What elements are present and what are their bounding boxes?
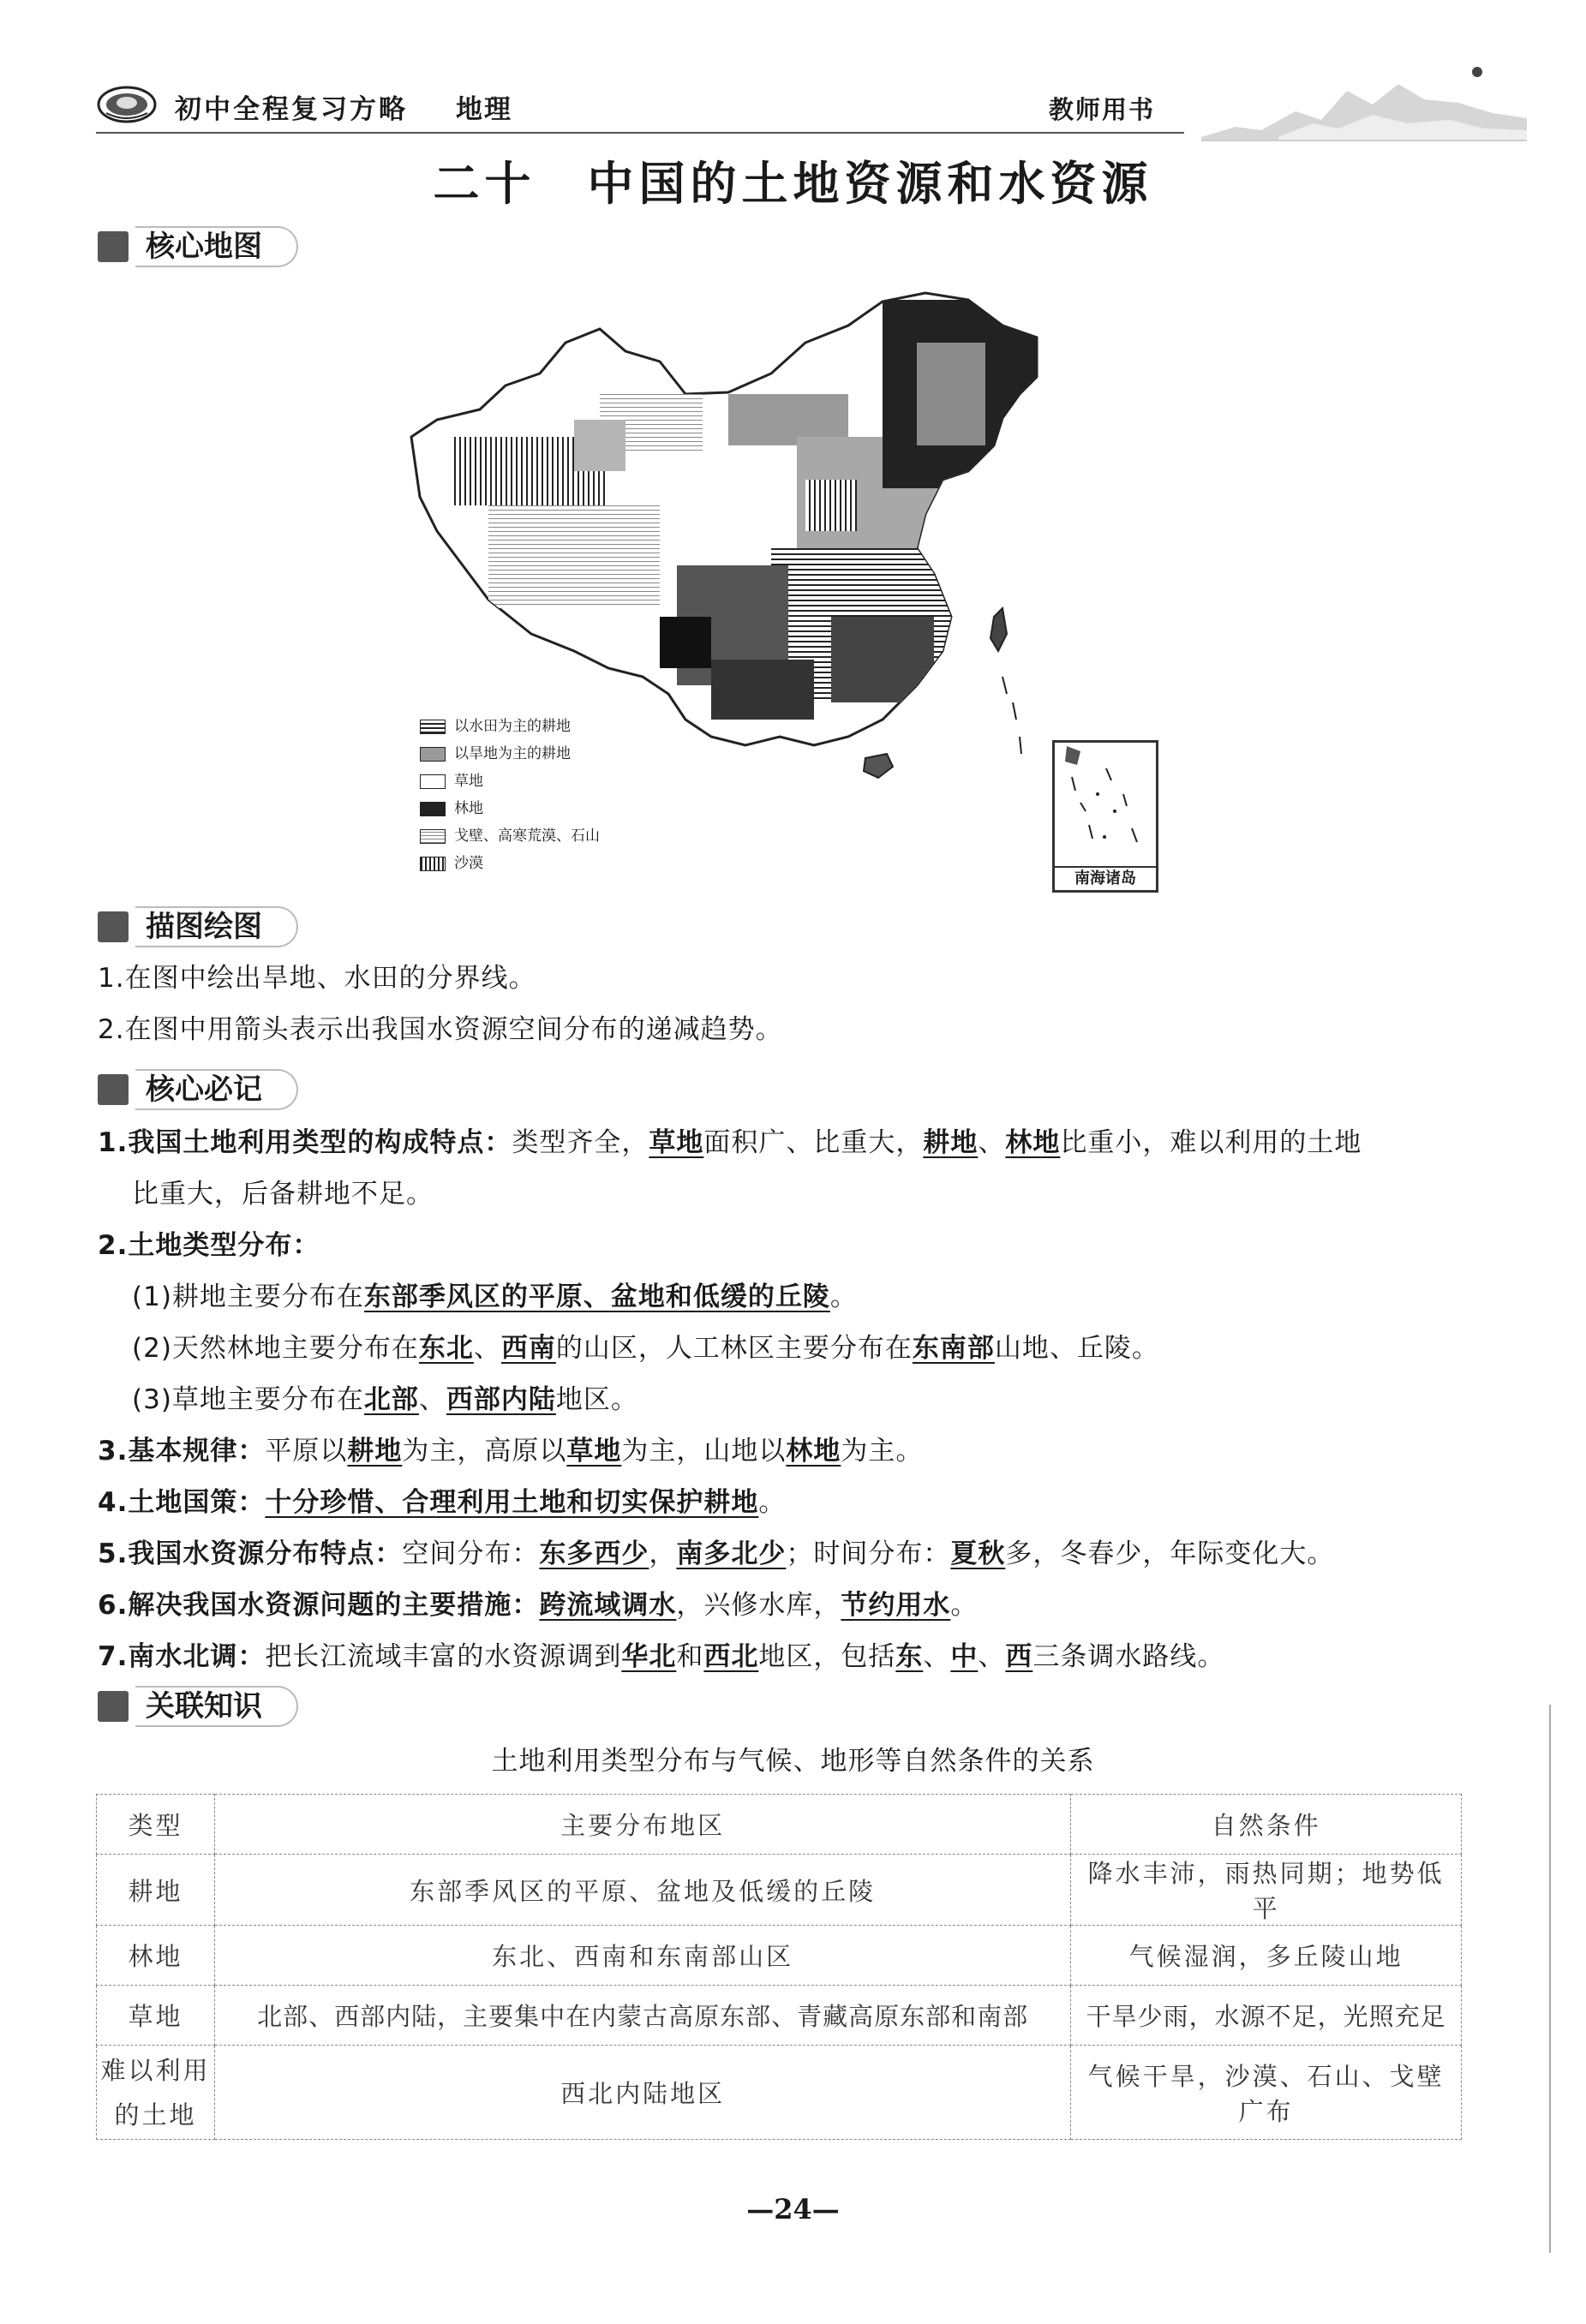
section-label: 核心必记 <box>135 1069 298 1110</box>
key-point-7: 7.南水北调：把长江流域丰富的水资源调到华北和西北地区，包括东、中、西三条调水路线。 <box>98 1641 1225 1672</box>
publisher-logo-icon <box>96 84 158 125</box>
draw-task: 2.在图中用箭头表示出我国水资源空间分布的递减趋势。 <box>98 1014 783 1045</box>
table-header-row <box>97 1795 1462 1855</box>
legend-item <box>420 795 694 822</box>
table-header-cell: 类型 <box>97 1795 215 1855</box>
legend-label: 以旱地为主的耕地 <box>454 745 571 762</box>
section-label: 核心地图 <box>135 226 298 267</box>
key-point-1: 1.我国土地利用类型的构成特点：类型齐全，草地面积广、比重大，耕地、林地比重小，难以利用的土地 <box>98 1127 1362 1158</box>
relation-table <box>96 1794 1462 2140</box>
section-marker-icon <box>98 1074 129 1105</box>
key-point-2b: (2)天然林地主要分布在东北、西南的山区，人工林区主要分布在东南部山地、丘陵。 <box>132 1333 1159 1364</box>
page-edge-line <box>1549 1705 1551 2253</box>
table-header-cell: 自然条件 <box>1071 1795 1462 1855</box>
key-point-3: 3.基本规律：平原以耕地为主，高原以草地为主，山地以林地为主。 <box>98 1436 924 1467</box>
table-cell: 北部、西部内陆，主要集中在内蒙古高原东部、青藏高原东部和南部 <box>214 1986 1070 2046</box>
table-row <box>97 1855 1462 1926</box>
table-cell: 气候干旱，沙漠、石山、戈壁广布 <box>1071 2046 1462 2140</box>
table-cell <box>97 2046 215 2140</box>
legend-item <box>420 822 694 850</box>
dryland-swatch-icon <box>420 747 446 762</box>
page-title: 二十 中国的土地资源和水资源 <box>433 156 1153 211</box>
key-point-2a: (1)耕地主要分布在东部季风区的平原、盆地和低缓的丘陵。 <box>132 1281 858 1312</box>
table-cell: 西北内陆地区 <box>214 2046 1070 2140</box>
legend-label: 以水田为主的耕地 <box>454 718 571 735</box>
table-cell: 东北、西南和东南部山区 <box>214 1926 1070 1986</box>
key-point-5: 5.我国水资源分布特点：空间分布：东多西少，南多北少；时间分布：夏秋多，冬春少，年际变化大。 <box>98 1538 1335 1569</box>
section-marker-icon <box>98 231 129 262</box>
header-divider <box>96 132 1184 134</box>
table-row <box>97 1926 1462 1986</box>
legend-item <box>420 740 694 768</box>
mountain-decoration-icon <box>1201 51 1527 146</box>
table-title: 土地利用类型分布与气候、地形等自然条件的关系 <box>491 1746 1095 1777</box>
table-cell: 林地 <box>97 1926 215 1986</box>
table-row <box>97 1986 1462 2046</box>
key-point-6: 6.解决我国水资源问题的主要措施：跨流域调水，兴修水库，节约用水。 <box>98 1590 979 1621</box>
key-point-2c: (3)草地主要分布在北部、西部内陆地区。 <box>132 1384 638 1415</box>
map-taiwan <box>991 608 1007 651</box>
section-marker-icon <box>98 1691 129 1722</box>
inset-islands-icon <box>1055 743 1156 868</box>
grassland-swatch-icon <box>420 774 446 789</box>
page-header <box>96 77 1493 137</box>
section-marker-icon <box>98 911 129 942</box>
page-number: —24— <box>746 2193 840 2225</box>
map-legend <box>420 713 694 877</box>
map-maritime-boundary <box>1002 677 1021 754</box>
subject-label: 地理 <box>456 94 512 125</box>
key-point-2: 2.土地类型分布： <box>98 1230 320 1261</box>
table-header-cell: 主要分布地区 <box>214 1795 1070 1855</box>
south-china-sea-inset <box>1052 740 1158 893</box>
paddy-swatch-icon <box>420 720 446 734</box>
type-line: 的土地 <box>114 2100 197 2130</box>
legend-label: 戈壁、高寒荒漠、石山 <box>454 827 600 845</box>
table-cell: 气候湿润，多丘陵山地 <box>1071 1926 1462 1986</box>
map-hainan <box>864 754 893 778</box>
key-point-4: 4.土地国策：十分珍惜、合理利用土地和切实保护耕地。 <box>98 1487 787 1518</box>
forest-swatch-icon <box>420 802 446 816</box>
edition-label: 教师用书 <box>1049 95 1156 124</box>
gobi-swatch-icon <box>420 829 446 844</box>
key-point-1-cont: 比重大，后备耕地不足。 <box>132 1179 434 1210</box>
legend-item <box>420 850 694 877</box>
table-row <box>97 2046 1462 2140</box>
legend-label: 林地 <box>454 800 483 817</box>
table-cell: 耕地 <box>97 1855 215 1926</box>
inset-label: 南海诸岛 <box>1055 866 1156 890</box>
type-line: 难以利用 <box>100 2055 211 2085</box>
legend-label: 沙漠 <box>454 855 483 872</box>
table-cell: 东部季风区的平原、盆地及低缓的丘陵 <box>214 1855 1070 1926</box>
legend-item <box>420 768 694 795</box>
table-cell: 降水丰沛，雨热同期；地势低平 <box>1071 1855 1462 1926</box>
legend-item <box>420 713 694 740</box>
desert-swatch-icon <box>420 857 446 871</box>
section-label: 描图绘图 <box>135 906 298 947</box>
book-title: 初中全程复习方略 <box>175 94 408 125</box>
legend-label: 草地 <box>454 773 483 790</box>
section-label: 关联知识 <box>135 1686 298 1727</box>
draw-task: 1.在图中绘出旱地、水田的分界线。 <box>98 963 536 994</box>
table-cell: 草地 <box>97 1986 215 2046</box>
map-mainland <box>411 293 1037 745</box>
table-cell: 干旱少雨，水源不足，光照充足 <box>1071 1986 1462 2046</box>
